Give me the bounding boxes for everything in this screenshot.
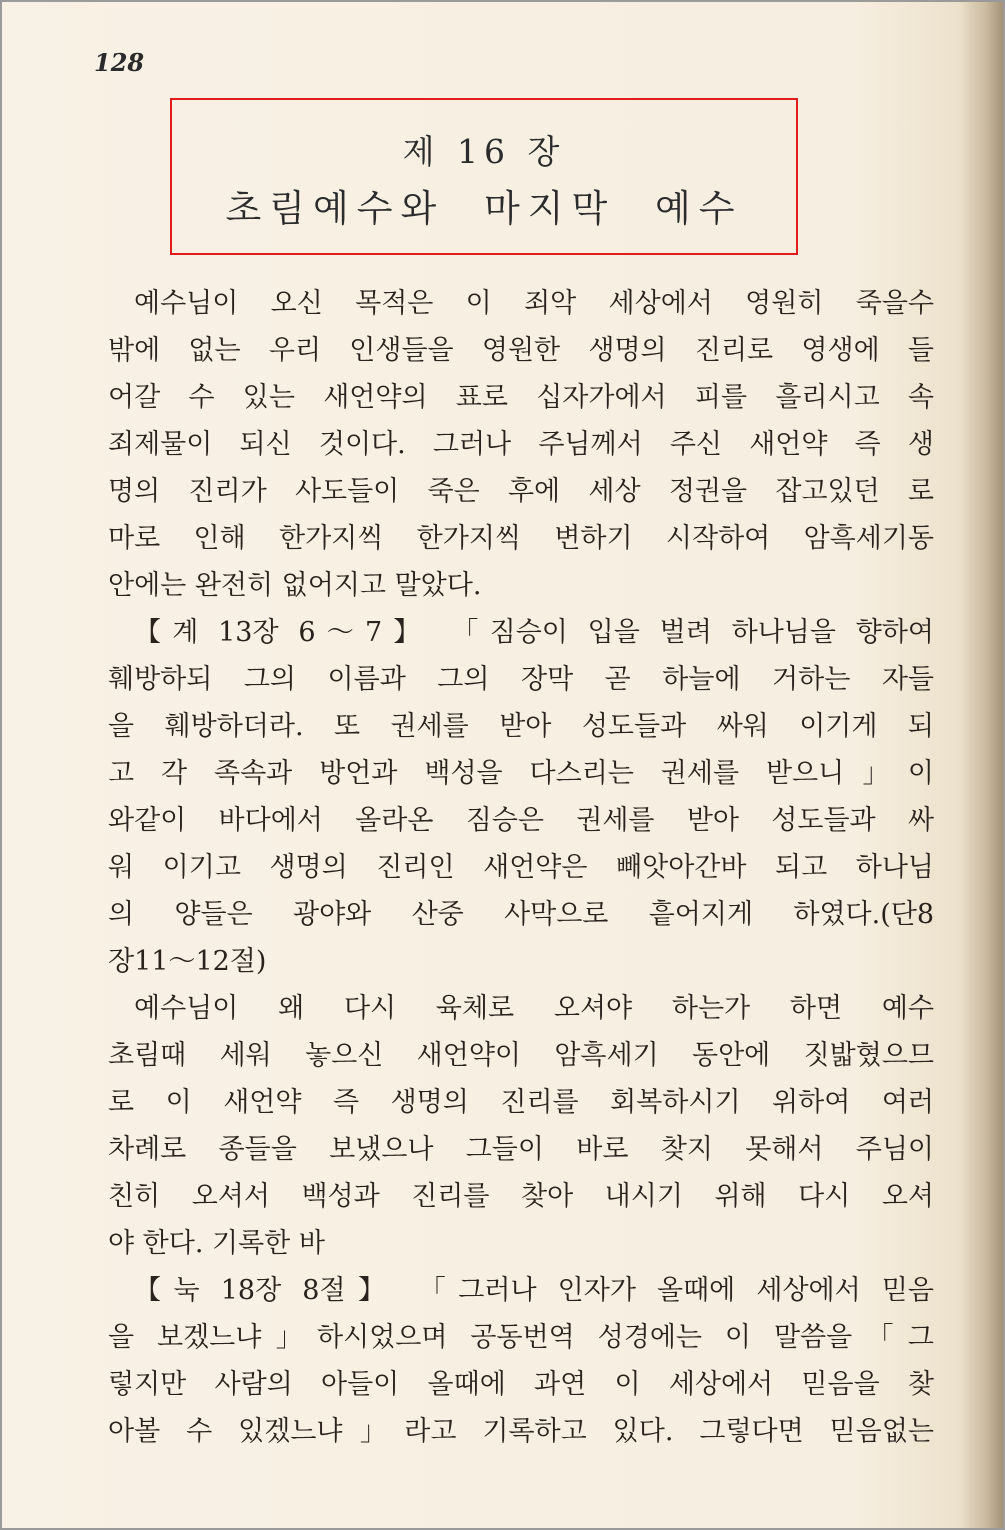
- text-line: 야 한다. 기록한 바: [108, 1228, 325, 1259]
- binding-shadow: [961, 2, 1003, 1530]
- text-line: 을 훼방하더라. 또 권세를 받아 성도들과 싸워 이기게 되: [108, 711, 934, 742]
- text-line: 고 각 족속과 방언과 백성을 다스리는 권세를 받으니」이: [108, 758, 934, 789]
- text-line: 훼방하되 그의 이름과 그의 장막 곧 하늘에 거하는 자들: [108, 664, 934, 695]
- text-line: 【계 13장 6～7】 「짐승이 입을 벌려 하나님을 향하여: [134, 617, 934, 648]
- text-line: 아볼 수 있겠느냐」라고 기록하고 있다. 그렇다면 믿음없는: [108, 1416, 934, 1447]
- text-line: 친히 오셔서 백성과 진리를 찾아 내시기 위해 다시 오셔: [108, 1181, 934, 1212]
- text-line: 밖에 없는 우리 인생들을 영원한 생명의 진리로 영생에 들: [108, 335, 934, 366]
- text-line: 죄제물이 되신 것이다. 그러나 주님께서 주신 새언약 즉 생: [108, 429, 934, 460]
- page-number: 128: [94, 48, 145, 77]
- text-line: 장11～12절): [108, 946, 267, 977]
- text-line: 로 이 새언약 즉 생명의 진리를 회복하시기 위하여 여러: [108, 1087, 934, 1118]
- chapter-title-box: [170, 98, 798, 255]
- text-line: 어갈 수 있는 새언약의 표로 십자가에서 피를 흘리시고 속: [108, 382, 934, 413]
- body-text: [108, 280, 934, 1455]
- text-line: 차례로 종들을 보냈으나 그들이 바로 찾지 못해서 주님이: [108, 1134, 934, 1165]
- text-line: 예수님이 왜 다시 육체로 오셔야 하는가 하면 예수: [134, 993, 934, 1024]
- text-line: 을 보겠느냐」하시었으며 공동번역 성경에는 이 말씀을「그: [108, 1322, 934, 1353]
- chapter-title: 제 16 장: [402, 132, 566, 171]
- text-line: 마로 인해 한가지씩 한가지씩 변하기 시작하여 암흑세기동: [108, 523, 934, 554]
- text-line: 【눅 18장 8절】 「그러나 인자가 올때에 세상에서 믿음: [134, 1275, 934, 1306]
- chapter-subtitle: 초림예수와 마지막 예수: [225, 187, 743, 230]
- text-line: 와같이 바다에서 올라온 짐승은 권세를 받아 성도들과 싸: [108, 805, 934, 836]
- text-line: 초림때 세워 놓으신 새언약이 암흑세기 동안에 짓밟혔으므: [108, 1040, 934, 1071]
- text-line: 예수님이 오신 목적은 이 죄악 세상에서 영원히 죽을수: [134, 288, 934, 319]
- text-line: 안에는 완전히 없어지고 말았다.: [108, 570, 482, 601]
- text-line: 명의 진리가 사도들이 죽은 후에 세상 정권을 잡고있던 로: [108, 476, 934, 507]
- text-line: 렇지만 사람의 아들이 올때에 과연 이 세상에서 믿음을 찾: [108, 1369, 934, 1400]
- text-line: 워 이기고 생명의 진리인 새언약은 빼앗아간바 되고 하나님: [108, 852, 934, 883]
- text-line: 의 양들은 광야와 산중 사막으로 흩어지게 하였다.(단8: [108, 899, 934, 930]
